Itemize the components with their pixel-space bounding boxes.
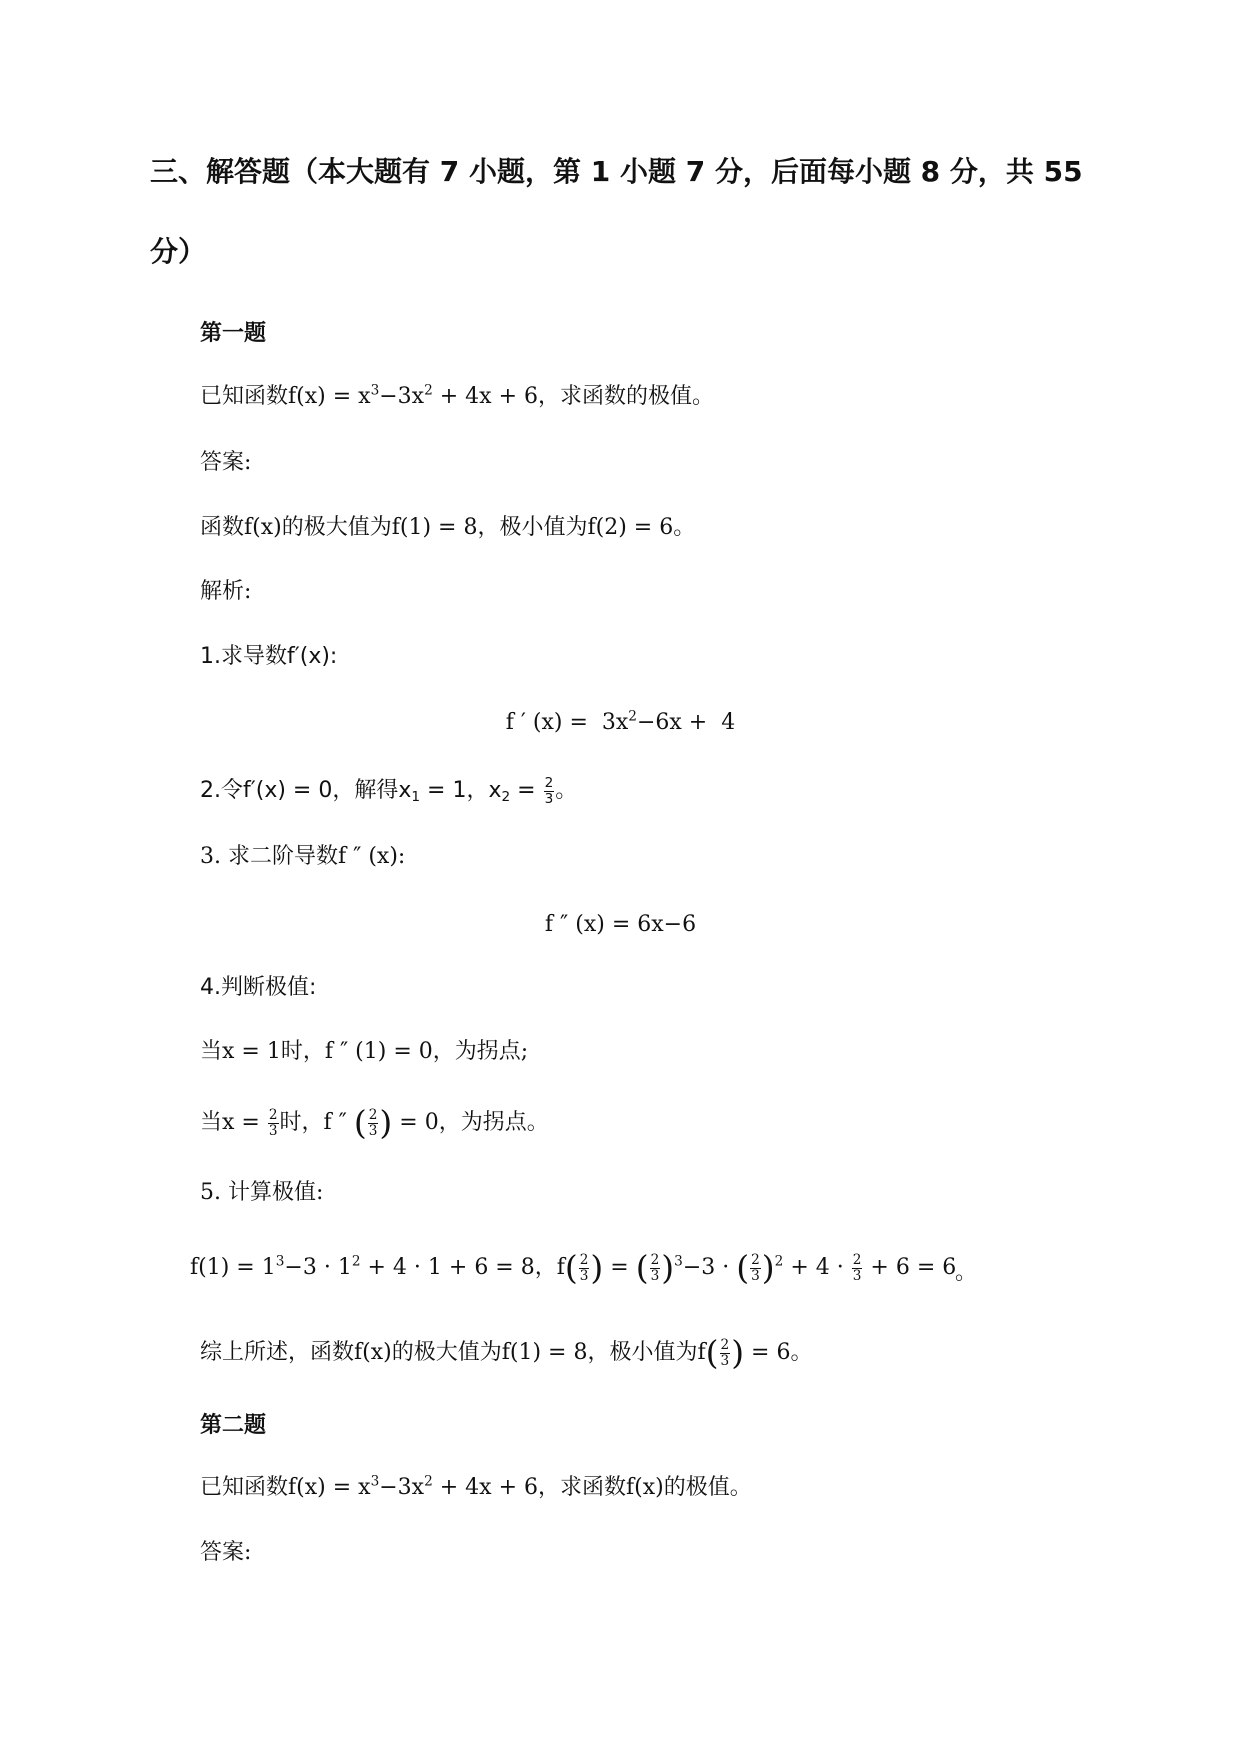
q2-title: 第二题 <box>200 1413 267 1438</box>
q1-analysis-label: 解析: <box>200 579 252 604</box>
section-heading-line2: 分） <box>150 235 207 268</box>
q1-title: 第一题 <box>200 321 267 346</box>
q1-step5-end: 。 <box>955 1260 978 1285</box>
section-heading-line1: 三、解答题（本大题有 7 小题，第 1 小题 7 分，后面每小题 8 分，共 55 <box>150 155 1083 188</box>
q1-step4-a: 当x = 1时，f ″ (1) = 0，为拐点; <box>200 1039 529 1064</box>
q1-answer-label: 答案: <box>200 450 252 475</box>
q1-problem <box>200 382 714 412</box>
q1-step4-b: 当x = $\frac{2}{3}$ 时，f ″ ( $\frac{2}{3}$ ) = 0，为拐点。 <box>200 1103 549 1142</box>
q1-conclusion: 综上所述，函数f(x)的极大值为f(1) = 8，极小值为f( $\frac{2}{3}$ ) = 6。 <box>200 1333 813 1372</box>
q1-step3: 3. 求二阶导数f ″ (x): <box>200 844 406 869</box>
q2-answer-label: 答案: <box>200 1540 252 1565</box>
q1-step5: 5. 计算极值: <box>200 1180 324 1205</box>
q1-step5-equation: $f(1) = 1^3-3 \cdot 1^2 + 4 \cdot 1 + 6 = 8$，f( $\frac{2}{3}$ ) = ( $\frac{2}{3}$ )$^3$−3 · ( $\frac{2}{3}$ )$^2$ + 4 · $\frac{2}{3}$ + 6 = 6 <box>190 1248 957 1287</box>
q2-problem: 已知函数$f(x) = x^3-3x^2 + 4x + 6$，求函数f(x)的极值。 <box>200 1473 752 1500</box>
q1-problem-text: 已知函数$f(x) = x^3-3x^2 + 4x + 6$，求函数的极值。 <box>200 382 715 409</box>
q1-step1: 1.求导数f′(x): <box>200 644 338 669</box>
q1-answer: 函数f(x)的极大值为f(1) = 8，极小值为f(2) = 6。 <box>200 515 696 540</box>
q1-step2: 2.令f′(x) = 0，解得$x_1 = 1$，$x_2$ = $\frac{2}{3}$ 。 <box>200 775 578 807</box>
q1-step1-equation: f ′ $(x) = 3x^2-6x + 4$ <box>505 708 736 735</box>
q1-step4: 4.判断极值: <box>200 975 317 1000</box>
q1-step3-equation: f ″ (x) = 6x−6 <box>544 912 697 937</box>
